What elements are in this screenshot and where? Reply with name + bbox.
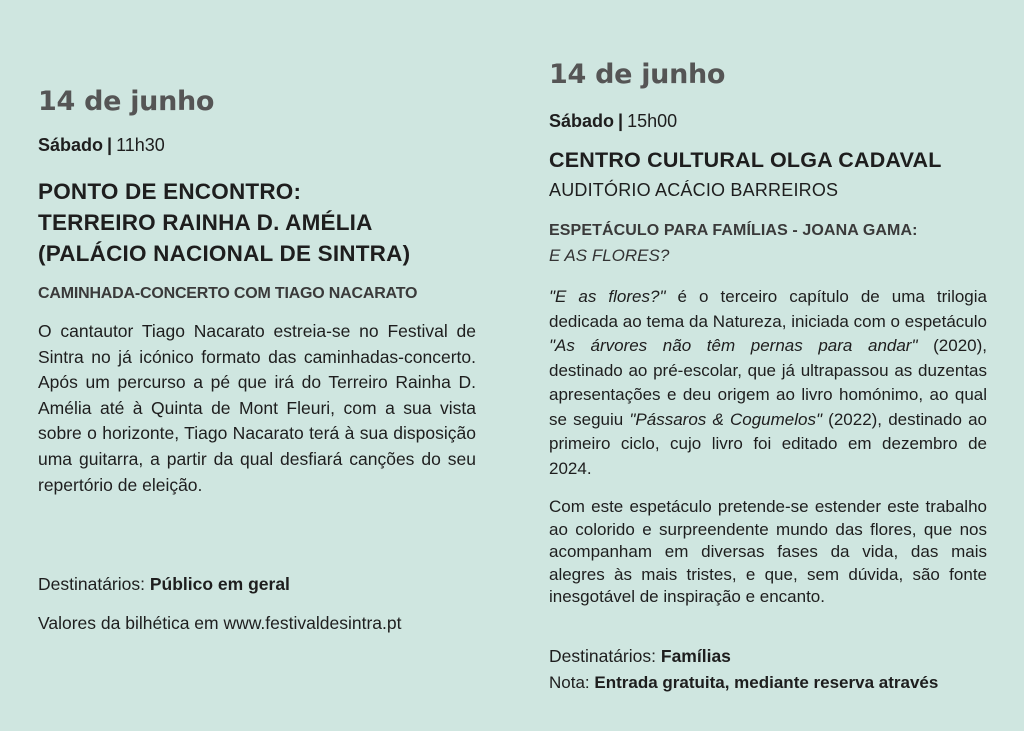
separator: | xyxy=(107,135,113,155)
event-title: ESPETÁCULO PARA FAMÍLIAS - JOANA GAMA: xyxy=(549,222,918,239)
note-line xyxy=(549,673,938,693)
event-time: 15h00 xyxy=(627,111,678,131)
audience-line xyxy=(549,646,731,667)
quoted-title: "E as flores?" xyxy=(549,287,666,306)
separator: | xyxy=(618,111,624,131)
event-subtitle: E AS FLORES? xyxy=(549,246,670,265)
venue-line: (PALÁCIO NACIONAL DE SINTRA) xyxy=(38,241,411,266)
event-day-time xyxy=(38,135,165,156)
event-day-time xyxy=(549,111,677,132)
venue-title xyxy=(38,176,410,269)
quoted-title: "As árvores não têm pernas para andar" xyxy=(549,336,918,355)
audience-label: Destinatários: xyxy=(38,574,145,594)
audience-line xyxy=(38,574,290,595)
tickets-info: Valores da bilhética em www.festivaldesintra.pt xyxy=(38,613,402,633)
audience-value: Famílias xyxy=(660,646,731,666)
audience-value: Público em geral xyxy=(149,574,290,594)
note-value: Entrada gratuita, mediante reserva através xyxy=(594,673,939,692)
event-description-2: Com este espetáculo pretende-se estender este trabalho ao colorido e surpreendente mundo das flores, que nos acompanham em diversas fases da vida, das mais alegres às mais tristes, e que, sem dúvida, são fonte inesgotável de inspiração e encanto. xyxy=(549,497,987,606)
venue-subtitle: AUDITÓRIO ACÁCIO BARREIROS xyxy=(549,180,839,200)
venue-line: PONTO DE ENCONTRO: xyxy=(38,179,302,204)
description-text: (2022), destinado ao primeiro ciclo, cujo livro foi editado em dezembro de 2024. xyxy=(549,409,988,478)
event-description: O cantautor Tiago Nacarato estreia-se no Festival de Sintra no já icónico formato das caminhadas-concerto. Após um percurso a pé que irá do Terreiro Rainha D. Amélia até à Quinta de Mont Fleuri, com a sua vista sobre o horizonte, Tiago Nacarato terá à sua disposição uma guitarra, a partir da qual desfiará canções do seu repertório de eleição. xyxy=(38,321,476,495)
event-date: 14 de junho xyxy=(38,86,215,117)
event-date: 14 de junho xyxy=(549,59,726,90)
event-day: Sábado xyxy=(549,111,615,131)
quoted-title: "Pássaros & Cogumelos" xyxy=(629,409,822,429)
event-description xyxy=(549,285,987,481)
note-label: Nota: xyxy=(549,673,590,692)
event-time: 11h30 xyxy=(116,135,165,155)
venue-line: TERREIRO RAINHA D. AMÉLIA xyxy=(38,210,373,235)
event-day: Sábado xyxy=(38,135,104,155)
venue-title: CENTRO CULTURAL OLGA CADAVAL xyxy=(549,148,942,172)
description-text: é o terceiro capítulo de uma trilogia dedicada ao tema da Natureza, iniciada com o espetáculo xyxy=(549,287,987,331)
description-text: (2020), destinado ao pré-escolar, que já ultrapassou as duzentas apresentações e deu origem ao livro homónimo, ao qual se seguiu xyxy=(549,336,987,429)
event-title: CAMINHADA-CONCERTO COM TIAGO NACARATO xyxy=(38,285,418,302)
audience-label: Destinatários: xyxy=(549,646,656,666)
